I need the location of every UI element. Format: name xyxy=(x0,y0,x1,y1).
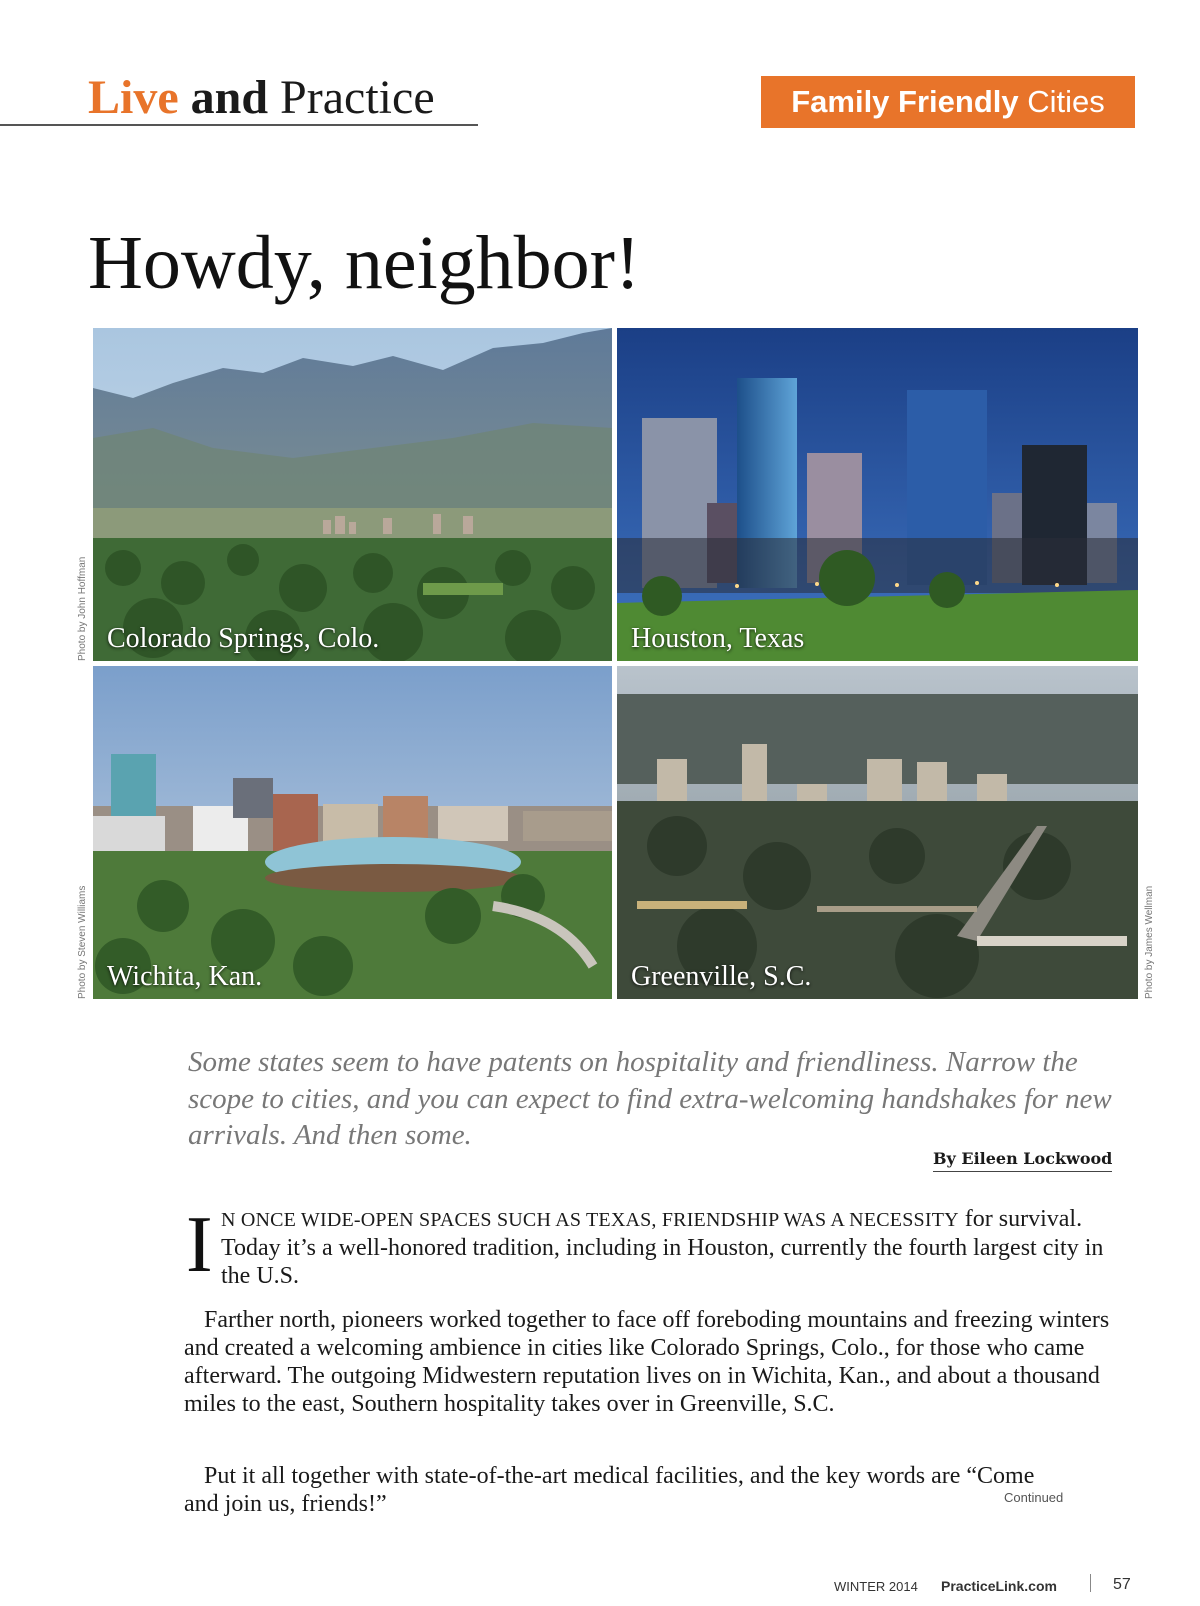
article-paragraph-1-caps: N ONCE WIDE-OPEN SPACES SUCH AS TEXAS, FRIENDSHIP WAS A NECESSITY xyxy=(221,1209,959,1231)
colorado-springs-image xyxy=(93,328,612,661)
section-header-live: Live xyxy=(88,71,179,124)
photo-label-houston: Houston, Texas xyxy=(631,623,805,654)
photo-credit-greenville: Photo by James Wellman xyxy=(1144,885,1155,999)
section-header-and: and xyxy=(190,71,269,124)
article-paragraph-3: Put it all together with state-of-the-art medical facilities, and the key words are “Come and join us, friends!” xyxy=(184,1463,1035,1517)
section-header xyxy=(88,70,435,126)
photo-label-greenville: Greenville, S.C. xyxy=(631,961,812,992)
article-paragraph-1 xyxy=(221,1205,1121,1290)
category-tag-bold: Family Friendly xyxy=(791,84,1019,119)
houston-image xyxy=(617,328,1138,661)
footer-site: PracticeLink.com xyxy=(941,1578,1057,1594)
photo-credit-wichita: Photo by Steven Williams xyxy=(77,885,88,999)
header-rule xyxy=(0,124,478,126)
page-number: 57 xyxy=(1113,1576,1131,1593)
byline: By Eileen Lockwood xyxy=(933,1149,1112,1172)
wichita-image xyxy=(93,666,612,999)
category-tag xyxy=(761,76,1135,128)
article-paragraph-1-rest: for survival. Today it’s a well-honored tradition, including in Houston, currently the fourth largest city in the U.S. xyxy=(221,1206,1104,1289)
footer-issue: WINTER 2014 xyxy=(834,1579,918,1594)
photo-credit-colorado-springs: Photo by John Hoffman xyxy=(77,556,88,661)
section-header-practice: Practice xyxy=(280,71,435,124)
category-tag-light: Cities xyxy=(1027,84,1105,119)
photo-colorado-springs xyxy=(93,328,612,661)
article-paragraph-2: Farther north, pioneers worked together to face off foreboding mountains and freezing winters and created a welcoming ambience in cities like Colorado Springs, Colo., for those who came afterward. The outgoing Midwestern reputation lives on in Wichita, Kan., and about a thousand miles to the east, Southern hospitality takes over in Greenville, S.C. xyxy=(184,1307,1110,1417)
photo-label-colorado-springs: Colorado Springs, Colo. xyxy=(107,623,380,654)
article-deck: Some states seem to have patents on hospitality and friendliness. Narrow the scope to cities, and you can expect to find extra-welcoming handshakes for new arrivals. And then some. xyxy=(188,1046,1112,1151)
drop-cap: I xyxy=(186,1201,213,1289)
greenville-image xyxy=(617,666,1138,999)
article-headline: Howdy, neighbor! xyxy=(88,221,641,305)
continued-label: Continued xyxy=(1004,1490,1064,1505)
photo-greenville xyxy=(617,666,1138,999)
photo-label-wichita: Wichita, Kan. xyxy=(107,961,263,992)
photo-wichita xyxy=(93,666,612,999)
photo-houston xyxy=(617,328,1138,661)
footer-separator xyxy=(1090,1574,1091,1592)
